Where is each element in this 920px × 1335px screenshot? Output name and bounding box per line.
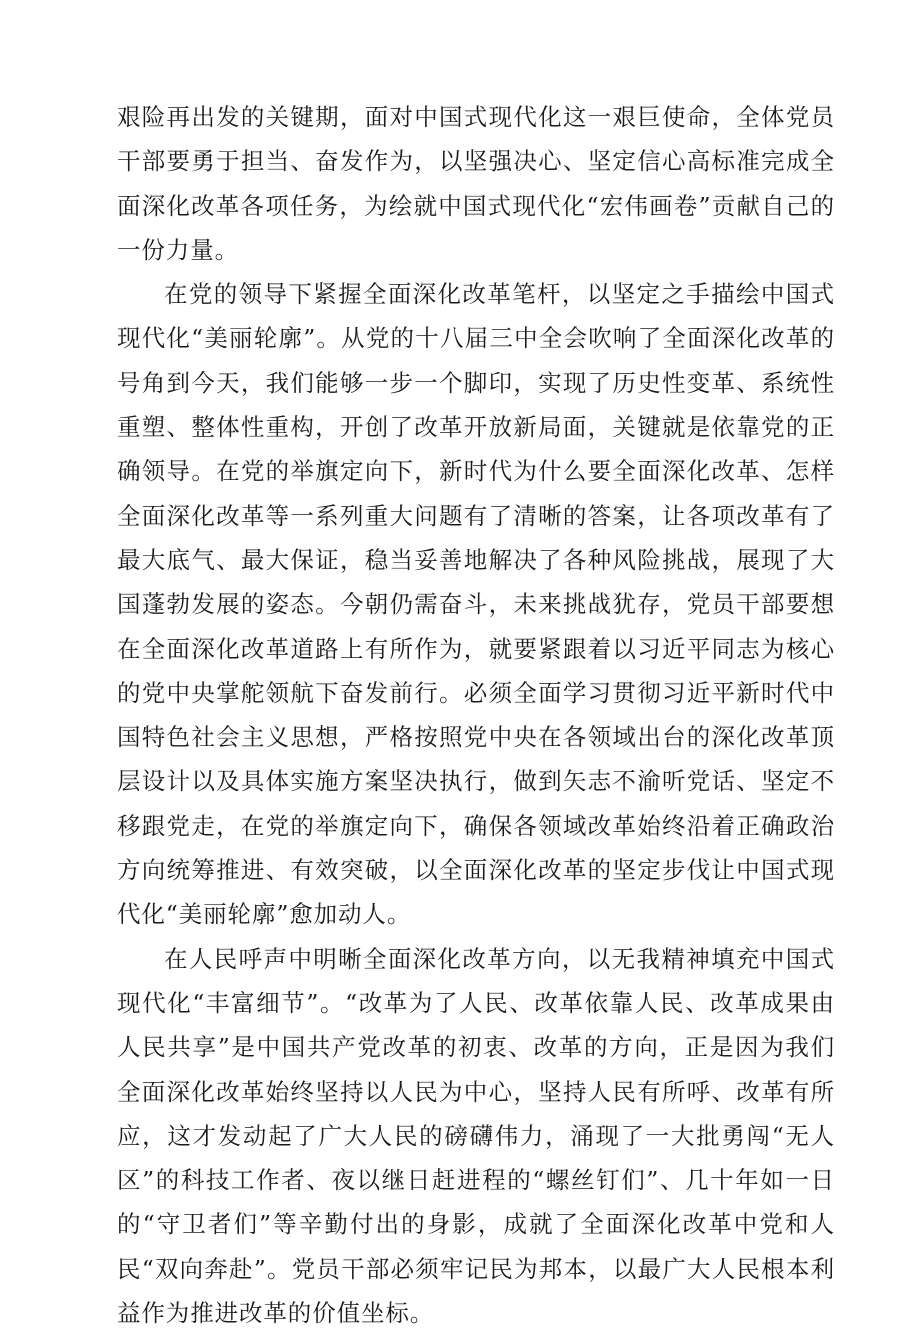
document-body [117,95,835,1335]
paragraph-continued: 艰险再出发的关键期，面对中国式现代化这一艰巨使命，全体党员干部要勇于担当、奋发作为，以坚强决心、坚定信心高标准完成全面深化改革各项任务，为绘就中国式现代化“宏伟画卷”贡献自己的一份力量。 [117,103,835,264]
paragraph-people-voice: 在人民呼声中明晰全面深化改革方向，以无我精神填充中国式现代化“丰富细节”。“改革为了人民、改革依靠人民、改革成果由人民共享”是中国共产党改革的初衷、改革的方向，正是因为我们全面深化改革始终坚持以人民为中心，坚持人民有所呼、改革有所应，这才发动起了广大人民的磅礴伟力，涌现了一大批勇闯“无人区”的科技工作者、夜以继日赶进程的“螺丝钉们”、几十年如一日的“守卫者们”等辛勤付出的身影，成就了全面深化改革中党和人民“双向奔赴”。党员干部必须牢记民为邦本，以最广大人民根本利益作为推进改革的价值坐标。 [117,944,835,1328]
paragraph-party-leadership: 在党的领导下紧握全面深化改革笔杆，以坚定之手描绘中国式现代化“美丽轮廓”。从党的十八届三中全会吹响了全面深化改革的号角到今天，我们能够一步一个脚印，实现了历史性变革、系统性重塑、整体性重构，开创了改革开放新局面，关键就是依靠党的正确领导。在党的举旗定向下，新时代为什么要全面深化改革、怎样全面深化改革等一系列重大问题有了清晰的答案，让各项改革有了最大底气、最大保证，稳当妥善地解决了各种风险挑战，展现了大国蓬勃发展的姿态。今朝仍需奋斗，未来挑战犹存，党员干部要想在全面深化改革道路上有所作为，就要紧跟着以习近平同志为核心的党中央掌舵领航下奋发前行。必须全面学习贯彻习近平新时代中国特色社会主义思想，严格按照党中央在各领域出台的深化改革顶层设计以及具体实施方案坚决执行，做到矢志不渝听党话、坚定不移跟党走，在党的举旗定向下，确保各领域改革始终沿着正确政治方向统筹推进、有效突破，以全面深化改革的坚定步伐让中国式现代化“美丽轮廓”愈加动人。 [117,280,835,929]
